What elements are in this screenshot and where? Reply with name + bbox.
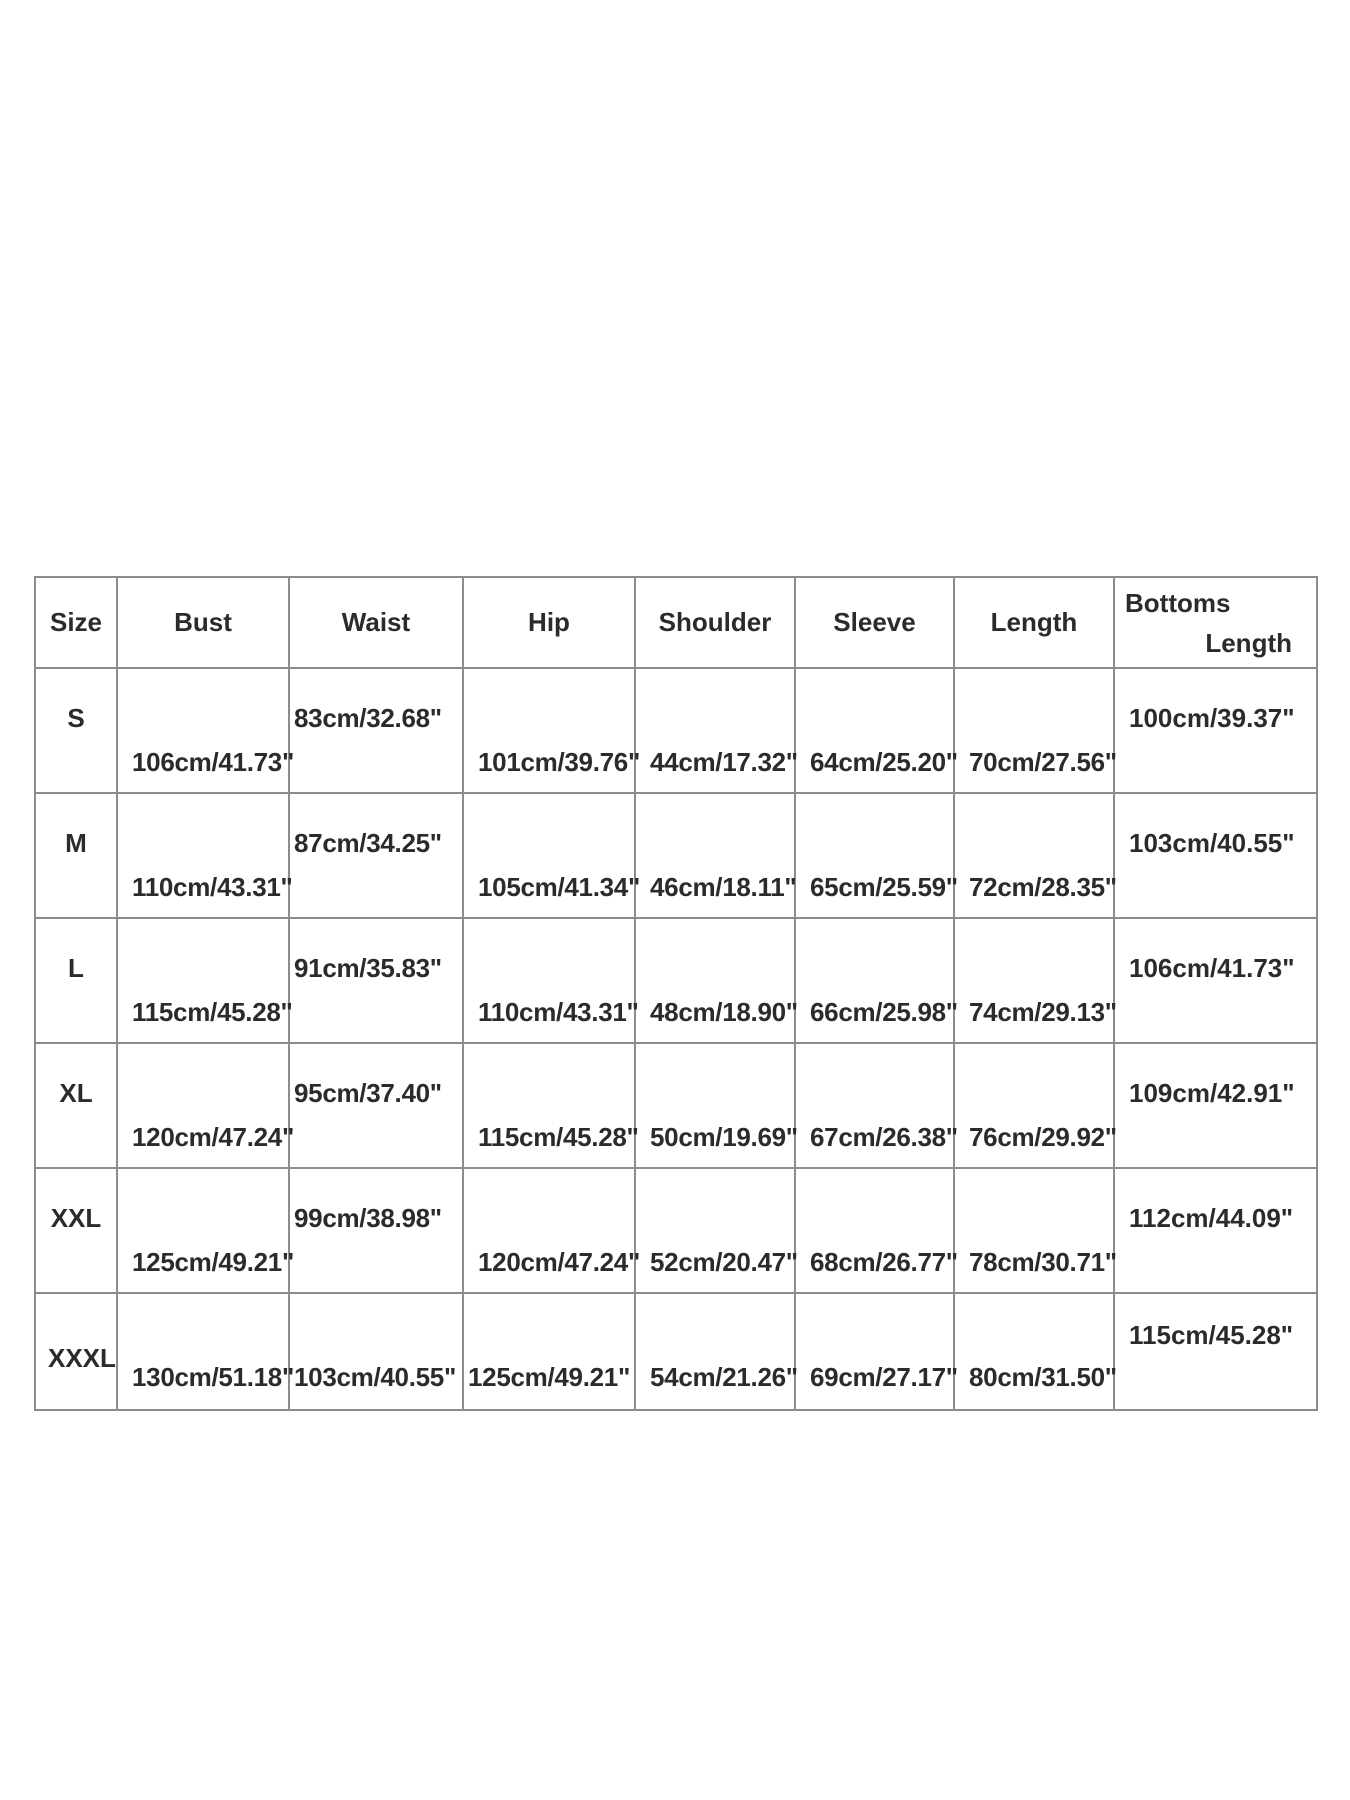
table-row: [35, 793, 1317, 918]
header-row: [35, 577, 1317, 668]
size-chart-table: [34, 576, 1318, 1411]
hip-cell: 125cm/49.21": [463, 1293, 635, 1410]
table-row: [35, 668, 1317, 793]
bottoms-length-cell: 100cm/39.37": [1114, 668, 1317, 793]
size-cell: L: [35, 918, 117, 1043]
table-row: [35, 1168, 1317, 1293]
size-cell: XXL: [35, 1168, 117, 1293]
length-cell: 80cm/31.50": [954, 1293, 1114, 1410]
sleeve-cell: 66cm/25.98": [795, 918, 954, 1043]
sleeve-cell: 68cm/26.77": [795, 1168, 954, 1293]
table-row: [35, 1043, 1317, 1168]
bottoms-length-cell: 109cm/42.91": [1114, 1043, 1317, 1168]
hip-cell: 120cm/47.24": [463, 1168, 635, 1293]
shoulder-cell: 48cm/18.90": [635, 918, 795, 1043]
bottoms-length-cell: 106cm/41.73": [1114, 918, 1317, 1043]
table-row: [35, 1293, 1317, 1410]
waist-cell: 83cm/32.68": [289, 668, 463, 793]
sleeve-cell: 69cm/27.17": [795, 1293, 954, 1410]
bust-cell: 120cm/47.24": [117, 1043, 289, 1168]
bust-cell: 130cm/51.18": [117, 1293, 289, 1410]
waist-cell: 103cm/40.55": [289, 1293, 463, 1410]
hip-cell: 101cm/39.76": [463, 668, 635, 793]
header-bust: Bust: [117, 577, 289, 668]
header-hip: Hip: [463, 577, 635, 668]
shoulder-cell: 54cm/21.26": [635, 1293, 795, 1410]
hip-cell: 105cm/41.34": [463, 793, 635, 918]
waist-cell: 99cm/38.98": [289, 1168, 463, 1293]
header-shoulder: Shoulder: [635, 577, 795, 668]
shoulder-cell: 50cm/19.69": [635, 1043, 795, 1168]
length-cell: 76cm/29.92": [954, 1043, 1114, 1168]
length-cell: 78cm/30.71": [954, 1168, 1114, 1293]
hip-cell: 115cm/45.28": [463, 1043, 635, 1168]
size-cell: S: [35, 668, 117, 793]
waist-cell: 87cm/34.25": [289, 793, 463, 918]
bust-cell: 115cm/45.28": [117, 918, 289, 1043]
waist-cell: 95cm/37.40": [289, 1043, 463, 1168]
header-bottoms-length: [1114, 577, 1317, 668]
header-size: Size: [35, 577, 117, 668]
sleeve-cell: 65cm/25.59": [795, 793, 954, 918]
bottoms-length-cell: 112cm/44.09": [1114, 1168, 1317, 1293]
length-cell: 70cm/27.56": [954, 668, 1114, 793]
header-bottoms-length-line2: Length: [1205, 627, 1292, 658]
length-cell: 72cm/28.35": [954, 793, 1114, 918]
header-length: Length: [954, 577, 1114, 668]
shoulder-cell: 44cm/17.32": [635, 668, 795, 793]
shoulder-cell: 52cm/20.47": [635, 1168, 795, 1293]
bust-cell: 125cm/49.21": [117, 1168, 289, 1293]
length-cell: 74cm/29.13": [954, 918, 1114, 1043]
sleeve-cell: 64cm/25.20": [795, 668, 954, 793]
bottoms-length-cell: 103cm/40.55": [1114, 793, 1317, 918]
shoulder-cell: 46cm/18.11": [635, 793, 795, 918]
size-cell: XXXL: [35, 1293, 117, 1410]
hip-cell: 110cm/43.31": [463, 918, 635, 1043]
header-bottoms-length-line1: Bottoms: [1125, 587, 1231, 618]
header-waist: Waist: [289, 577, 463, 668]
table-row: [35, 918, 1317, 1043]
waist-cell: 91cm/35.83": [289, 918, 463, 1043]
size-cell: XL: [35, 1043, 117, 1168]
header-sleeve: Sleeve: [795, 577, 954, 668]
size-cell: M: [35, 793, 117, 918]
bottoms-length-cell: 115cm/45.28": [1114, 1293, 1317, 1410]
bust-cell: 110cm/43.31": [117, 793, 289, 918]
bust-cell: 106cm/41.73": [117, 668, 289, 793]
sleeve-cell: 67cm/26.38": [795, 1043, 954, 1168]
